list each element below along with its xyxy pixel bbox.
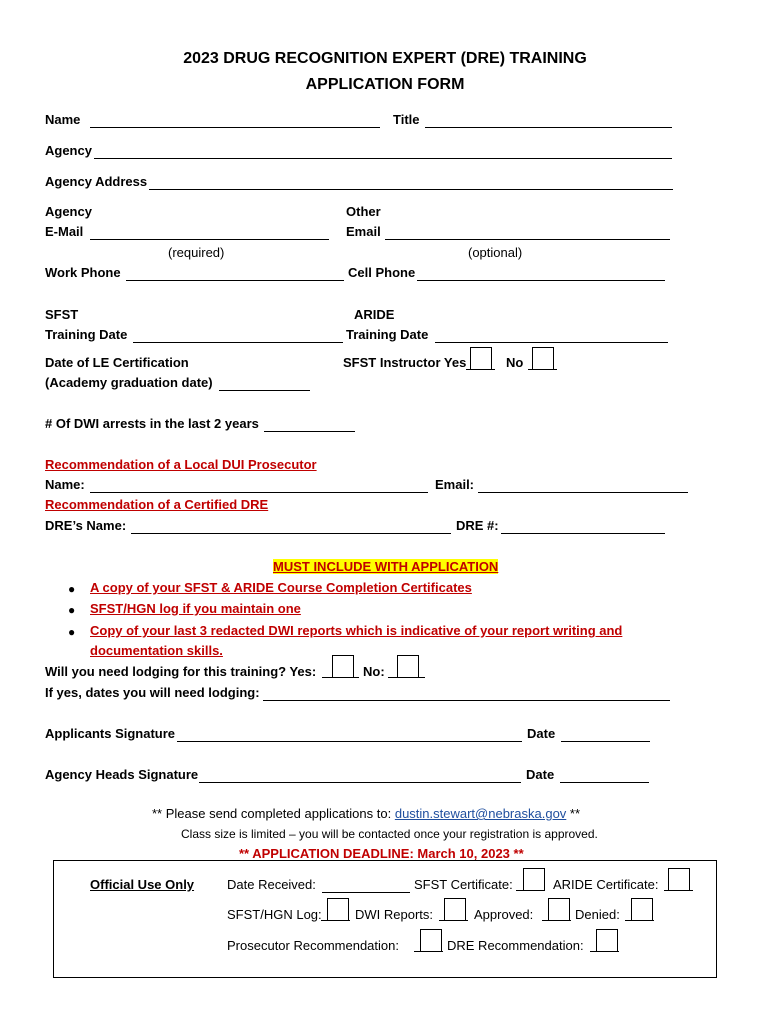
prosecutor-recommendation-heading: Recommendation of a Local DUI Prosecutor (45, 457, 317, 472)
agency-address-field[interactable] (149, 189, 673, 190)
bullet-icon: ● (68, 582, 76, 596)
form-title-line2: APPLICATION FORM (305, 76, 465, 93)
approved-label: Approved: (474, 907, 534, 922)
prosecutor-rec-checkbox[interactable] (420, 929, 442, 952)
le-cert-field[interactable] (219, 390, 310, 391)
applicant-date-field[interactable] (561, 741, 650, 742)
dre-recommendation-heading: Recommendation of a Certified DRE (45, 497, 269, 512)
dwi-reports-checkbox[interactable] (444, 898, 466, 921)
form-title-line1: 2023 DRUG RECOGNITION EXPERT (DRE) TRAINING (183, 50, 587, 67)
sfst-instructor-no-checkbox[interactable] (532, 347, 554, 370)
lodging-dates-field[interactable] (263, 700, 670, 701)
must-include-item-3a: Copy of your last 3 redacted DWI reports which is indicative of your report writing and (90, 623, 623, 638)
approved-underline (542, 920, 571, 921)
denied-checkbox[interactable] (631, 898, 653, 921)
aride-date-field[interactable] (435, 342, 668, 343)
dwi-reports-underline (439, 920, 468, 921)
other-email-label-1: Other (346, 204, 381, 219)
lodging-no-underline (388, 677, 425, 678)
send-instructions (152, 806, 580, 821)
dre-name-field[interactable] (131, 533, 451, 534)
work-phone-label: Work Phone (45, 265, 121, 280)
lodging-question: Will you need lodging for this training? Yes: (45, 664, 317, 679)
applicant-date-label: Date (527, 726, 556, 741)
other-email-label-2: Email (346, 224, 381, 239)
aride-certificate-underline (664, 890, 693, 891)
agency-head-signature-label: Agency Heads Signature (45, 767, 199, 782)
agency-head-signature-field[interactable] (199, 782, 521, 783)
sfst-certificate-underline (516, 890, 545, 891)
dre-rec-label: DRE Recommendation: (447, 938, 584, 953)
aride-label-2: Training Date (346, 327, 429, 342)
cell-phone-field[interactable] (417, 280, 665, 281)
dwi-arrests-field[interactable] (264, 431, 355, 432)
must-include-item-1: A copy of your SFST & ARIDE Course Completion Certificates (90, 580, 472, 595)
class-size-note: Class size is limited – you will be contacted once your registration is approved. (181, 827, 598, 841)
prosecutor-name-field[interactable] (90, 492, 428, 493)
title-label: Title (393, 112, 420, 127)
dwi-arrests-label: # Of DWI arrests in the last 2 years (45, 416, 259, 431)
name-label: Name (45, 112, 81, 127)
agency-label: Agency (45, 143, 92, 158)
denied-label: Denied: (575, 907, 620, 922)
applicant-signature-label: Applicants Signature (45, 726, 176, 741)
work-phone-field[interactable] (126, 280, 344, 281)
dre-number-label: DRE #: (456, 518, 499, 533)
send-prefix: ** Please send completed applications to: (152, 806, 392, 821)
application-deadline: ** APPLICATION DEADLINE: March 10, 2023 ** (239, 846, 524, 861)
cell-phone-label: Cell Phone (348, 265, 416, 280)
aride-certificate-label: ARIDE Certificate: (553, 877, 659, 892)
lodging-no-checkbox[interactable] (397, 655, 419, 678)
sfst-certificate-checkbox[interactable] (523, 868, 545, 891)
agency-head-date-label: Date (526, 767, 555, 782)
sfst-hgn-log-checkbox[interactable] (327, 898, 349, 921)
agency-address-label: Agency Address (45, 174, 148, 189)
sfst-instructor-no-underline (528, 369, 557, 370)
agency-field[interactable] (94, 158, 672, 159)
dwi-reports-label: DWI Reports: (355, 907, 434, 922)
must-include-item-3b: documentation skills. (90, 643, 223, 658)
required-note: (required) (168, 245, 225, 260)
sfst-hgn-log-label: SFST/HGN Log: (227, 907, 322, 922)
name-field[interactable] (90, 127, 380, 128)
agency-head-date-field[interactable] (560, 782, 649, 783)
date-received-field[interactable] (322, 892, 410, 893)
agency-email-label-1: Agency (45, 204, 92, 219)
lodging-yes-underline (322, 677, 359, 678)
dre-name-label: DRE’s Name: (45, 518, 127, 533)
academy-label: (Academy graduation date) (45, 375, 213, 390)
dre-number-field[interactable] (501, 533, 665, 534)
sfst-label-2: Training Date (45, 327, 128, 342)
must-include-item-2: SFST/HGN log if you maintain one (90, 601, 301, 616)
optional-note: (optional) (468, 245, 523, 260)
lodging-yes-checkbox[interactable] (332, 655, 354, 678)
dre-rec-underline (590, 951, 619, 952)
prosecutor-rec-label: Prosecutor Recommendation: (227, 938, 399, 953)
aride-certificate-checkbox[interactable] (668, 868, 690, 891)
date-received-label: Date Received: (227, 877, 316, 892)
agency-email-label-2: E-Mail (45, 224, 84, 239)
title-field[interactable] (425, 127, 672, 128)
lodging-no-label: No: (363, 664, 385, 679)
bullet-icon: ● (68, 603, 76, 617)
sfst-instructor-yes-underline (466, 369, 495, 370)
denied-underline (625, 920, 654, 921)
sfst-instructor-no-label: No (506, 355, 524, 370)
prosecutor-email-field[interactable] (478, 492, 688, 493)
sfst-instructor-yes-checkbox[interactable] (470, 347, 492, 370)
agency-email-field[interactable] (90, 239, 329, 240)
official-use-label: Official Use Only (90, 877, 195, 892)
sfst-certificate-label: SFST Certificate: (414, 877, 513, 892)
sfst-label-1: SFST (45, 307, 79, 322)
le-cert-label: Date of LE Certification (45, 355, 189, 370)
sfst-date-field[interactable] (133, 342, 343, 343)
other-email-field[interactable] (385, 239, 670, 240)
bullet-icon: ● (68, 625, 76, 639)
prosecutor-rec-underline (414, 951, 443, 952)
prosecutor-name-label: Name: (45, 477, 85, 492)
dre-rec-checkbox[interactable] (596, 929, 618, 952)
sfst-instructor-label: SFST Instructor Yes (343, 355, 467, 370)
must-include-heading: MUST INCLUDE WITH APPLICATION (273, 559, 499, 574)
contact-email-link[interactable]: dustin.stewart@nebraska.gov (394, 806, 567, 821)
applicant-signature-field[interactable] (177, 741, 522, 742)
approved-checkbox[interactable] (548, 898, 570, 921)
lodging-dates-label: If yes, dates you will need lodging: (45, 685, 260, 700)
prosecutor-email-label: Email: (435, 477, 475, 492)
send-suffix: ** (569, 806, 581, 821)
sfst-hgn-log-underline (321, 920, 350, 921)
aride-label-1: ARIDE (354, 307, 395, 322)
